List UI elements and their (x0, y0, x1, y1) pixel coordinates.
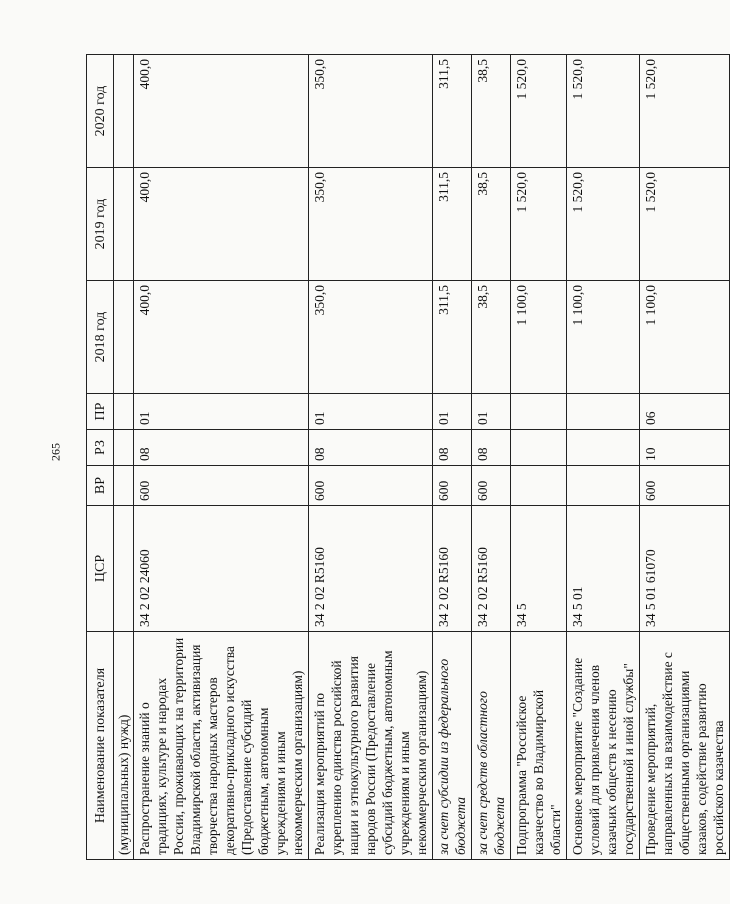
header-pr: ПР (87, 394, 114, 430)
cell-y2018: 1 100,0 (567, 281, 640, 394)
cell-pr (511, 394, 567, 430)
cell-y2018: 1 100,0 (640, 281, 730, 394)
header-2019: 2019 год (87, 168, 114, 281)
table-row (134, 55, 309, 860)
cell-pr: 01 (134, 394, 309, 430)
cell-pr: 06 (640, 394, 730, 430)
cell-csr: 34 2 02 R5160 (309, 506, 433, 632)
cell-csr: 34 5 01 (567, 506, 640, 632)
cell-pr: 01 (309, 394, 433, 430)
header-csr: ЦСР (87, 506, 114, 632)
continuation-row (114, 55, 134, 860)
cell-vr: 600 (472, 466, 511, 506)
cell-y2019: 1 520,0 (567, 168, 640, 281)
cell-rz: 08 (309, 430, 433, 466)
cell-csr: 34 2 02 24060 (134, 506, 309, 632)
header-row (87, 55, 114, 860)
cell-y2020: 350,0 (309, 55, 433, 168)
cell-name: Распространение знаний о традициях, культуре и народах России, проживающих на территории Владимирской области, активизация творчества народных мастеров декоративно-прикладного искусства (Предоставление субсидий бюджетным, автономным учреждениям и иным некоммерческим организациям) (134, 632, 309, 860)
table-row (640, 55, 730, 860)
cell-y2018: 350,0 (309, 281, 433, 394)
cell-name: Подпрограмма "Российское казачество во Владимирской области" (511, 632, 567, 860)
cell-y2020: 1 520,0 (640, 55, 730, 168)
cell-name: Реализация мероприятий по укреплению единства российской нации и этнокультурного развития народов России (Предоставление субсидий бюджетным, автономным учреждениям и иным некоммерческим организациям) (309, 632, 433, 860)
cell-y2019: 400,0 (134, 168, 309, 281)
cell-y2018: 311,5 (433, 281, 472, 394)
page-number: 265 (48, 443, 63, 461)
table-row (433, 55, 472, 860)
cell-vr: 600 (134, 466, 309, 506)
cell-y2019: 1 520,0 (511, 168, 567, 281)
cell-vr: 600 (309, 466, 433, 506)
cell-vr (511, 466, 567, 506)
continuation-text: (муниципальных) нужд) (114, 632, 134, 860)
cell-rz (511, 430, 567, 466)
cell-rz: 10 (640, 430, 730, 466)
cell-rz: 08 (433, 430, 472, 466)
cell-y2020: 400,0 (134, 55, 309, 168)
cell-name: за счет средств областного бюджета (472, 632, 511, 860)
cell-csr: 34 2 02 R5160 (472, 506, 511, 632)
cell-vr (567, 466, 640, 506)
table-row (511, 55, 567, 860)
cell-pr: 01 (433, 394, 472, 430)
cell-y2020: 1 520,0 (511, 55, 567, 168)
table-row (567, 55, 640, 860)
table-row (309, 55, 433, 860)
table-row (472, 55, 511, 860)
header-2020: 2020 год (87, 55, 114, 168)
cell-name: Основное мероприятие "Создание условий для привлечения членов казачьих обществ к несению государственной и иной службы" (567, 632, 640, 860)
cell-vr: 600 (433, 466, 472, 506)
cell-y2020: 311,5 (433, 55, 472, 168)
cell-rz: 08 (134, 430, 309, 466)
rotated-table-container (86, 55, 726, 860)
header-name: Наименование показателя (87, 632, 114, 860)
header-rz: РЗ (87, 430, 114, 466)
cell-csr: 34 5 (511, 506, 567, 632)
cell-y2018: 400,0 (134, 281, 309, 394)
cell-csr: 34 5 01 61070 (640, 506, 730, 632)
cell-rz (567, 430, 640, 466)
cell-y2018: 38,5 (472, 281, 511, 394)
cell-y2019: 311,5 (433, 168, 472, 281)
cell-pr: 01 (472, 394, 511, 430)
budget-table (86, 54, 730, 860)
cell-y2019: 1 520,0 (640, 168, 730, 281)
cell-rz: 08 (472, 430, 511, 466)
cell-y2019: 38,5 (472, 168, 511, 281)
cell-name: Проведение мероприятий, направленных на взаимодействие с общественными организациями казаков, содействие развитию российского казачества (640, 632, 730, 860)
header-vr: ВР (87, 466, 114, 506)
cell-y2020: 38,5 (472, 55, 511, 168)
cell-y2020: 1 520,0 (567, 55, 640, 168)
cell-csr: 34 2 02 R5160 (433, 506, 472, 632)
cell-pr (567, 394, 640, 430)
cell-vr: 600 (640, 466, 730, 506)
cell-y2019: 350,0 (309, 168, 433, 281)
cell-name: за счет субсидии из федерального бюджета (433, 632, 472, 860)
cell-y2018: 1 100,0 (511, 281, 567, 394)
header-2018: 2018 год (87, 281, 114, 394)
